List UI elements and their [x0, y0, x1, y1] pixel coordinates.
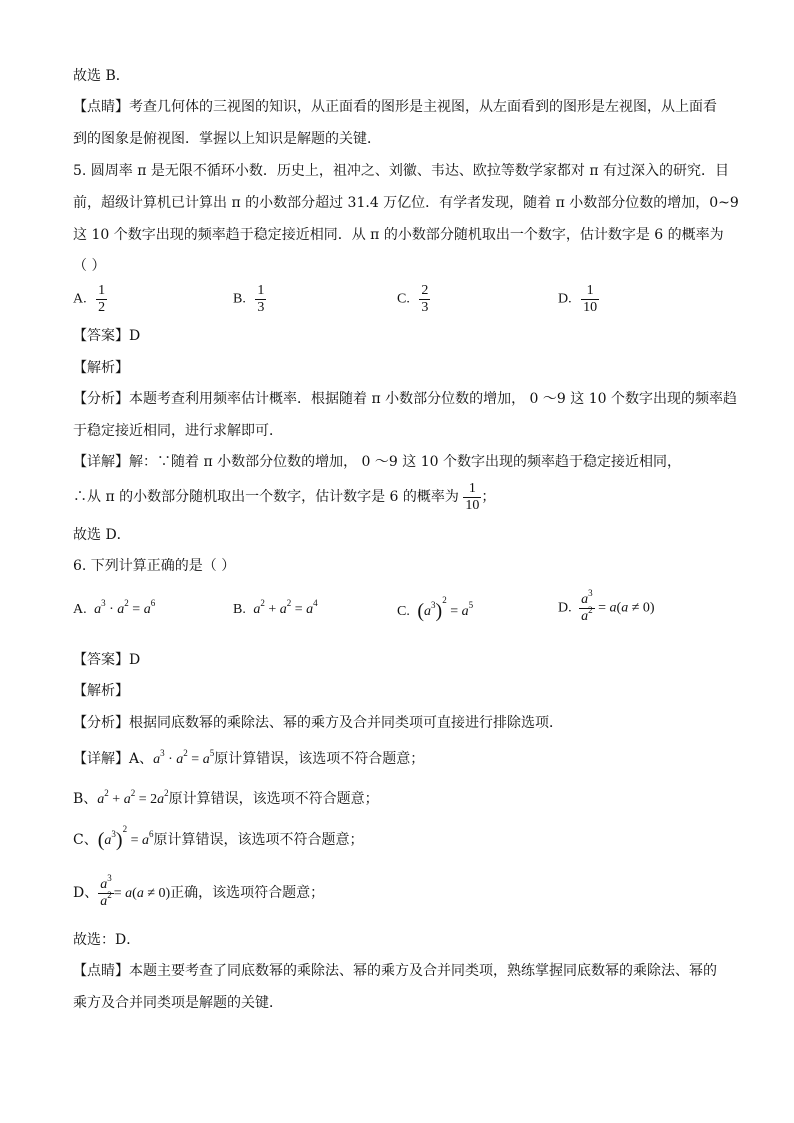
q6-option-c: C. $(a^3)^2 = a^5$: [397, 595, 474, 622]
question-5-text: 这 10 个数字出现的频率趋于稳定接近相同．从 π 的小数部分随机取出一个数字，估计数字是 6 的概率为: [73, 227, 724, 243]
question-6-text: 6. 下列计算正确的是（ ）: [73, 558, 236, 574]
solution-line-d: D、 $\frac{a^3}{a^2}$ = a(a ≠ 0)正确，该选项符合题意；: [73, 872, 325, 909]
answer-label: 【答案】D: [73, 652, 141, 668]
analysis-label: 【解析】: [73, 360, 129, 376]
conclusion-text: 故选 D．: [73, 527, 131, 543]
text-line: 到的图象是俯视图．掌握以上知识是解题的关键．: [73, 131, 381, 147]
q6-option-b: B. $a^2 + a^2 = a^4$: [233, 598, 318, 617]
solution-text: ∴从 π 的小数部分随机取出一个数字，估计数字是 6 的概率为 $\frac{1}{10}$ ；: [73, 480, 496, 513]
q6-option-d: D. $\frac{a^3}{a^2}$ = a(a ≠ 0): [558, 588, 655, 624]
comment-text: 【点睛】本题主要考查了同底数幂的乘除法、幂的乘方及合并同类项，熟练掌握同底数幂的乘除法、幂的: [73, 963, 717, 979]
text-line: 【点睛】考查几何体的三视图的知识，从正面看的图形是主视图，从左面看到的图形是左视图，从上面看: [73, 99, 717, 115]
q5-option-c: C. $\frac{2}{3}$: [397, 283, 429, 315]
solution-line-b: B、$a^2 + a^2 = 2a^2$原计算错误，该选项不符合题意；: [73, 788, 379, 807]
analysis-text: 【分析】根据同底数幂的乘除法、幂的乘方及合并同类项可直接进行排除选项．: [73, 715, 563, 731]
question-5-text: 前，超级计算机已计算出 π 的小数部分超过 31.4 万亿位．有学者发现，随着 π 小数部分位数的增加，0~9: [73, 195, 739, 211]
conclusion-text: 故选：D．: [73, 932, 141, 948]
answer-parentheses: （ ）: [73, 258, 106, 274]
analysis-text: 【分析】本题考查利用频率估计概率．根据随着 π 小数部分位数的增加， 0 ～9 这 10 个数字出现的频率趋: [73, 391, 737, 407]
comment-text: 乘方及合并同类项是解题的关键．: [73, 995, 283, 1011]
q6-option-a: A. $a^3 \cdot a^2 = a^6$: [73, 598, 156, 617]
q5-option-a: A. $\frac{1}{2}$: [73, 283, 106, 315]
analysis-label: 【解析】: [73, 683, 129, 699]
text-line: 故选 B．: [73, 68, 130, 84]
q5-option-b: B. $\frac{1}{3}$: [233, 283, 265, 315]
solution-line-a: 【详解】A、$a^3 \cdot a^2 = a^5$原计算错误，该选项不符合题意；: [73, 748, 425, 767]
solution-text: 【详解】解：∵随着 π 小数部分位数的增加， 0 ～9 这 10 个数字出现的频率趋于稳定接近相同，: [73, 454, 681, 470]
q5-option-d: D. $\frac{1}{10}$: [558, 283, 598, 315]
question-5-text: 5. 圆周率 π 是无限不循环小数．历史上，祖冲之、刘徽、韦达、欧拉等数学家都对 π 有过深入的研究．目: [73, 163, 730, 179]
answer-label: 【答案】D: [73, 328, 141, 344]
solution-line-c: C、$(a^3)^2 = a^6$原计算错误，该选项不符合题意；: [73, 824, 364, 851]
analysis-text: 于稳定接近相同，进行求解即可．: [73, 423, 283, 439]
